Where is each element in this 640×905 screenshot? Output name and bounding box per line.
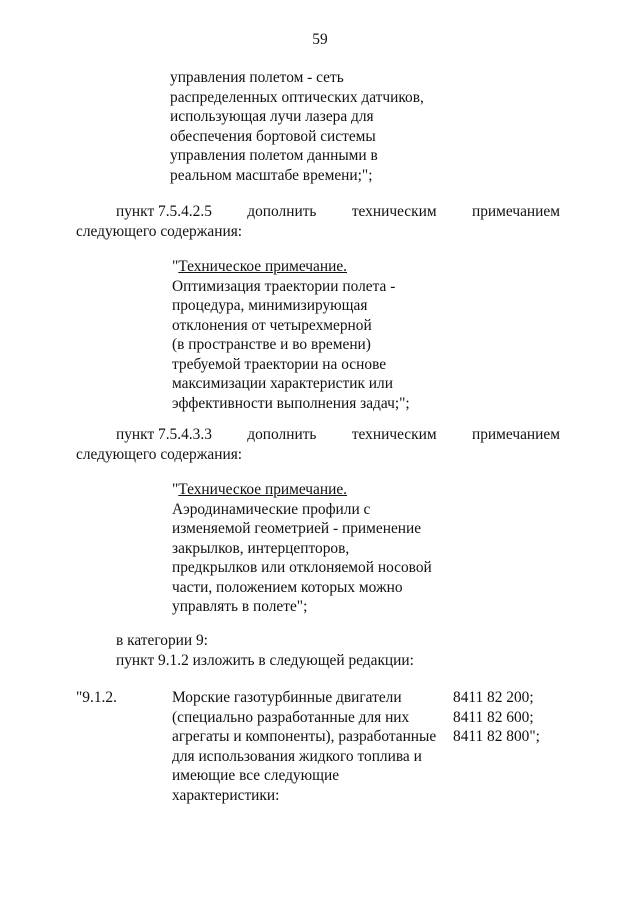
note-title: Техническое примечание. xyxy=(178,258,348,275)
note-line: Оптимизация траектории полета - xyxy=(172,277,396,295)
tnved-code: 8411 82 600; xyxy=(453,708,534,726)
amendment-item-7-5-4-2-5 xyxy=(116,202,560,222)
item-word: дополнить xyxy=(247,426,317,443)
technical-note-trajectory xyxy=(172,257,410,413)
entry-description xyxy=(172,688,436,805)
note-line: эффективности выполнения задач;"; xyxy=(172,394,410,412)
description-line: (специально разработанные для них xyxy=(172,708,410,726)
entry-number: "9.1.2. xyxy=(76,689,117,706)
note-title: Техническое примечание. xyxy=(178,481,348,498)
description-line: характеристики: xyxy=(172,786,280,804)
text-line: реальном масштабе времени;"; xyxy=(170,166,373,184)
item-word: техническим xyxy=(351,426,437,443)
description-line: Морские газотурбинные двигатели xyxy=(172,689,402,706)
text-line: управления полетом данными в xyxy=(170,147,378,164)
text-line: управления полетом - сеть xyxy=(170,69,344,86)
category-heading: в категории 9: xyxy=(116,632,208,649)
description-line: для использования жидкого топлива и xyxy=(172,747,422,765)
description-line: агрегаты и компоненты), разработанные xyxy=(172,728,437,745)
note-line: требуемой траектории на основе xyxy=(172,355,387,373)
text-line: обеспечения бортовой системы xyxy=(170,127,376,145)
edit-instruction: пункт 9.1.2 изложить в следующей редакции: xyxy=(116,652,414,669)
item-word: дополнить xyxy=(247,203,317,220)
amendment-item-continuation: следующего содержания: xyxy=(76,223,243,240)
note-title-line xyxy=(172,257,410,277)
text-line: распределенных оптических датчиков, xyxy=(170,88,424,106)
opening-quote: " xyxy=(172,481,179,498)
note-line: Аэродинамические профили с xyxy=(172,500,371,518)
note-line: закрылков, интерцепторов, xyxy=(172,539,350,557)
technical-note-airfoils xyxy=(172,480,432,617)
amendment-item-7-5-4-3-3 xyxy=(116,425,560,445)
item-word: примечанием xyxy=(471,203,560,220)
tnved-code: 8411 82 200; xyxy=(453,689,534,706)
page-number: 59 xyxy=(312,31,328,48)
item-word: примечанием xyxy=(471,426,560,443)
note-line: отклонения от четырехмерной xyxy=(172,316,372,334)
note-line: предкрылков или отклоняемой носовой xyxy=(172,559,432,576)
note-line: изменяемой геометрией - применение xyxy=(172,520,422,537)
note-title-line xyxy=(172,480,432,500)
note-line: процедура, минимизирующая xyxy=(172,297,368,314)
text-line: использующая лучи лазера для xyxy=(170,108,374,125)
item-word: пункт 7.5.4.2.5 xyxy=(116,203,212,220)
continuation-text xyxy=(170,68,424,185)
entry-tnved-codes xyxy=(453,688,540,747)
note-line: (в пространстве и во времени) xyxy=(172,336,371,353)
opening-quote: " xyxy=(172,258,179,275)
item-word: техническим xyxy=(351,203,437,220)
item-word: пункт 7.5.4.3.3 xyxy=(116,426,212,443)
note-line: части, положением которых можно xyxy=(172,578,403,596)
note-line: управлять в полете"; xyxy=(172,598,308,615)
note-line: максимизации характеристик или xyxy=(172,375,393,392)
description-line: имеющие все следующие xyxy=(172,767,340,784)
amendment-item-continuation: следующего содержания: xyxy=(76,446,243,463)
tnved-code: 8411 82 800"; xyxy=(453,728,540,745)
